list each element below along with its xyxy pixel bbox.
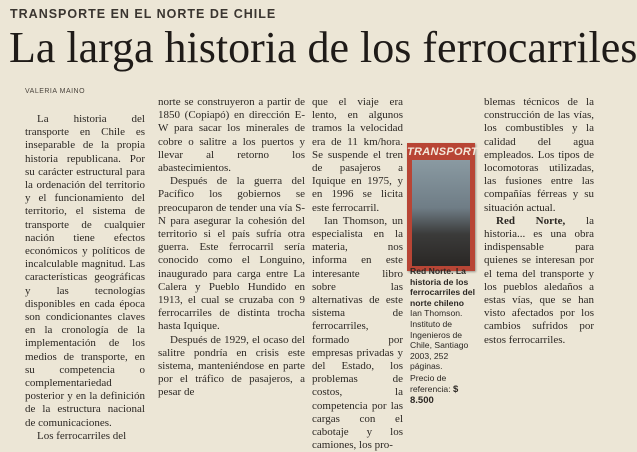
byline: VALERIA MAINO: [25, 88, 86, 95]
price-value: $ 8.500: [410, 383, 459, 407]
paragraph: norte se construyeron a partir de 1850 (Copiapó) en dirección E-W para sacar los minerales de cobre o salitre a los puertos y llevar al retorno los abastecimientos.: [158, 96, 305, 175]
book-caption-meta: Ian Thomson. Instituto de Ingenieros de Chile, Santiago 2003, 252 páginas.: [410, 308, 469, 372]
paragraph: Después de la guerra del Pacífico los gobiernos se preocuparon de tender una vía S-N para asegurar la cohesión del territorio si el país sufría otra guerra. Este ferrocarril sería conocido como el Longuino, inaugurado para carga entre La Calera y Pueblo Hundido en 1913, el cual se cruzaba con 9 ferrocarriles de distinta trocha hasta Iquique.: [158, 175, 305, 333]
paragraph: Después de 1929, el ocaso del salitre pondría en crisis este sistema, manteniéndose en parte por el tráfico de pasajeros, a pesar de: [158, 333, 305, 399]
book-caption-title: Red Norte. La historia de los ferrocarriles del norte chileno: [410, 266, 475, 308]
article-column-2: [158, 96, 305, 418]
paragraph: que el viaje era lento, en algunos tramos la velocidad era de 11 km/hora. Se suspende el tren de pasajeros a Iquique en 1975, y en 1996 se licita este ferrocarril.: [312, 96, 403, 214]
bold-lead: Red Norte,: [496, 214, 566, 227]
book-price-row: [410, 373, 482, 407]
book-cover-image: [407, 143, 486, 271]
price-label: Precio de referencia:: [410, 372, 451, 394]
article-column-1: [25, 113, 145, 442]
section-kicker: TRANSPORTE EN EL NORTE DE CHILE: [10, 7, 277, 21]
book-caption: [410, 266, 482, 407]
article-column-3: [312, 96, 403, 452]
paragraph: blemas técnicos de la construcción de las vías, los combustibles y la calidad del agua empleados. Los tipos de locomotoras utilizadas, las fusiones entre las compañías férreas y su situación actual.: [484, 96, 594, 214]
headline: La larga historia de los ferrocarriles: [9, 23, 637, 72]
paragraph: Los ferrocarriles del: [37, 429, 127, 442]
train-photo: [412, 160, 470, 266]
paragraph: Ian Thomson, un especialista en la materia, nos informa en este interesante libro sobre las alternativas de este sistema de ferrocarriles, formado por empresas privadas y del Estado, los problemas de costos, la competencia por las cargas con el cabotaje y los camiones, los pro-: [312, 214, 403, 452]
article-column-4: [484, 96, 594, 418]
paragraph: La historia del transporte en Chile es inseparable de la propia historia republicana. Por su carácter estructural para la ordenación del territorio y el funcionamiento del territorio, el sistema de transporte de cualquier nación tiene efectos económicos y políticos de incalculable magnitud. Las características geográficas y las tecnologías disponibles en cada época son condicionantes claves en la cronología de la implementación de los medios de transporte, en su competencia o complementariedad posterior y en la definición de la estructura nacional de comunicaciones.: [25, 113, 145, 429]
book-cover-title: TRANSPORTE: [407, 146, 486, 158]
paragraph: Red Norte, la historia... es una obra indispensable para quienes se interesan por el tema del transporte y los pueblos aledaños a estas vías, que se han visto afectados por los cambios sufridos por estos ferrocarriles.: [484, 214, 594, 346]
